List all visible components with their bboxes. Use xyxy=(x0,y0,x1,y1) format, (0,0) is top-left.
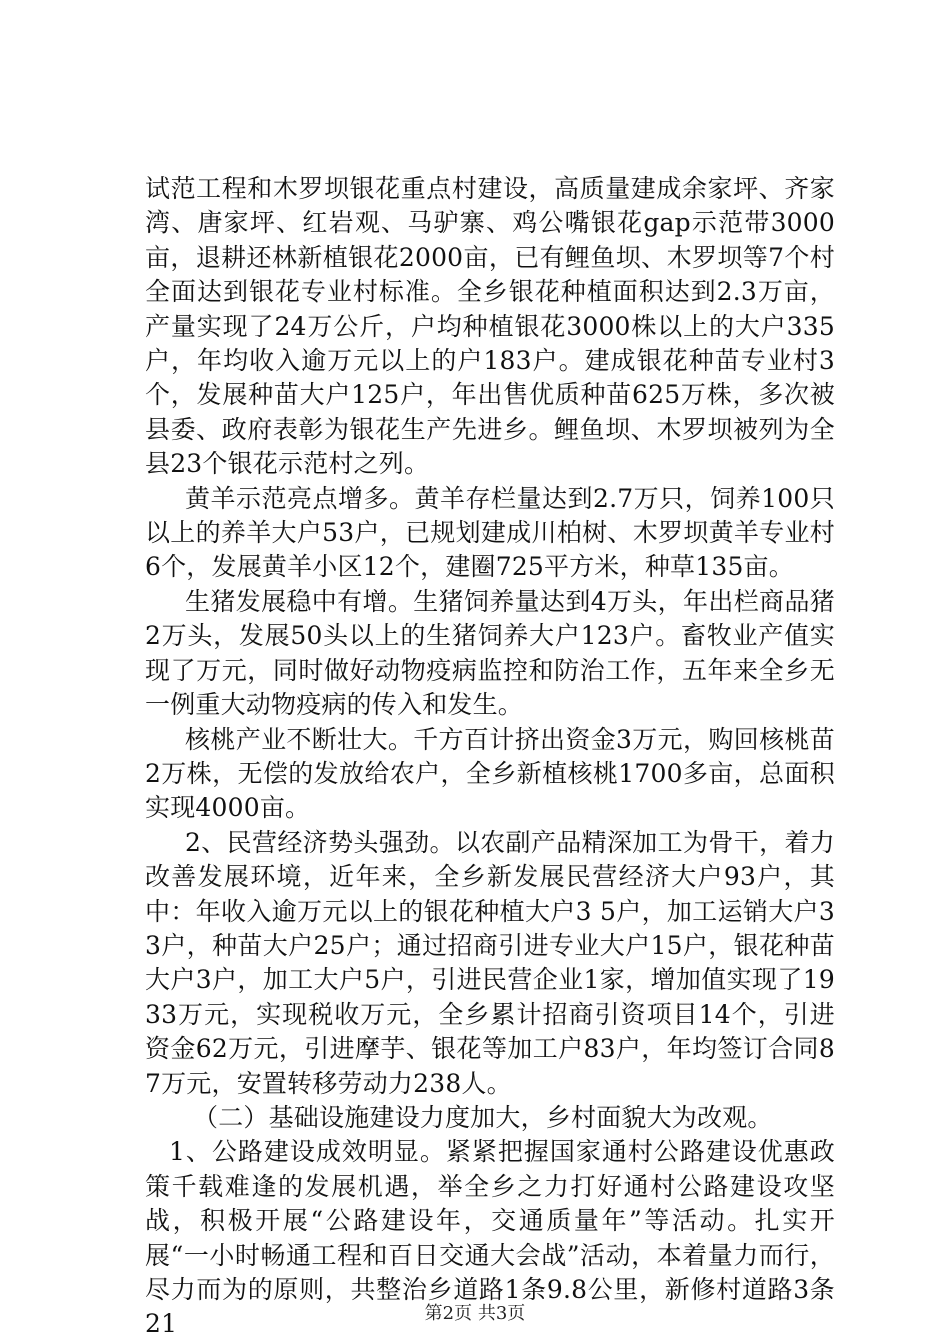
paragraph-road-construction: 1、公路建设成效明显。紧紧把握国家通村公路建设优惠政策千载难逢的发展机遇，举全乡之力打好通村公路建设攻坚战，积极开展“公路建设年，交通质量年”等活动。扎实开展“一小时畅通工程和百日交通大会战”活动，本着量力而行，尽力而为的原则，共整治乡道路1条9.8公里，新修村道路3条21 xyxy=(145,1137,835,1339)
paragraph-silver-flower-demo: 试范工程和木罗坝银花重点村建设，高质量建成余家坪、齐家湾、唐家坪、红岩观、马驴寨、鸡公嘴银花gap示范带3000亩，退耕还林新植银花2000亩，已有鲤鱼坝、木罗坝等7个村全面达到银花专业村标准。全乡银花种植面积达到2.3万亩，产量实现了24万公斤，户均种植银花3000株以上的大户335户，年均收入逾万元以上的户183户。建成银花种苗专业村3个，发展种苗大户125户，年出售优质种苗625万株，多次被县委、政府表彰为银花生产先进乡。鲤鱼坝、木罗坝被列为全县23个银花示范村之列。 xyxy=(145,174,835,479)
document-body xyxy=(145,172,835,1342)
page-footer xyxy=(0,1302,950,1326)
paragraph-walnut-industry: 核桃产业不断壮大。千方百计挤出资金3万元，购回核桃苗2万株，无偿的发放给农户，全乡新植核桃1700多亩，总面积实现4000亩。 xyxy=(145,724,835,823)
paragraph-private-economy: 2、民营经济势头强劲。以农副产品精深加工为骨干，着力改善发展环境，近年来，全乡新发展民营经济大户93户，其中：年收入逾万元以上的银花种植大户3 5户，加工运销大户33户，种苗大户25户；通过招商引进专业大户15户，银花种苗大户3户，加工大户5户，引进民营企业1家，增加值实现了1933万元，实现税收万元，全乡累计招商引资项目14个，引进资金62万元，引进摩芋、银花等加工户83户，年均签订合同87万元，安置转移劳动力238人。 xyxy=(145,827,835,1098)
section-heading-infrastructure: （二）基础设施建设力度加大，乡村面貌大为改观。 xyxy=(193,1102,773,1132)
page-number-label: 第2页 共3页 xyxy=(424,1303,526,1324)
paragraph-yellow-goat: 黄羊示范亮点增多。黄羊存栏量达到2.7万只，饲养100只以上的养羊大户53户，已规划建成川柏树、木罗坝黄羊专业村6个，发展黄羊小区12个，建圈725平方米，种草135亩。 xyxy=(145,483,835,582)
paragraph-live-pigs: 生猪发展稳中有增。生猪饲养量达到4万头，年出栏商品猪2万头，发展50头以上的生猪饲养大户123户。畜牧业产值实现了万元，同时做好动物疫病监控和防治工作，五年来全乡无一例重大动物疫病的传入和发生。 xyxy=(145,586,835,720)
